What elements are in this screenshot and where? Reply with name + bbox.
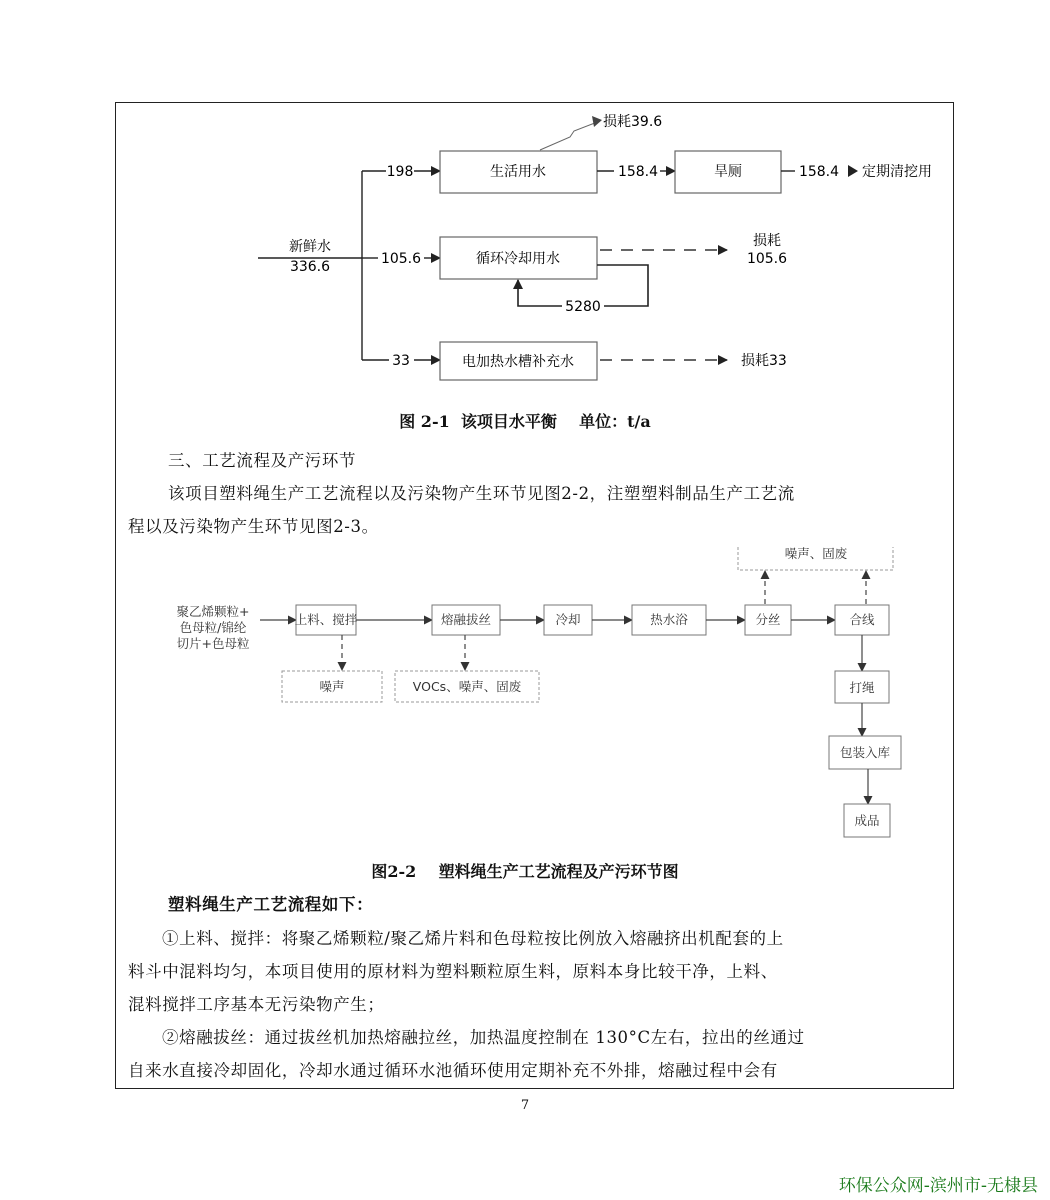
input-line-2: 色母粒/锦纶 bbox=[179, 620, 247, 635]
cooling-loss-value: 105.6 bbox=[746, 251, 788, 267]
intro-line-1: 该项目塑料绳生产工艺流程以及污染物产生环节见图2-2，注塑塑料制品生产工艺流 bbox=[168, 484, 795, 503]
branch1-value: 198 bbox=[386, 164, 414, 180]
intro-line-2: 程以及污染物产生环节见图2-3。 bbox=[128, 517, 379, 536]
step-split-label: 分丝 bbox=[755, 612, 781, 627]
domestic-loss: 损耗39.6 bbox=[603, 114, 663, 130]
step-rope-label: 打绳 bbox=[849, 680, 875, 695]
cooling-loss-label: 损耗 bbox=[753, 233, 781, 249]
domestic-water-label: 生活用水 bbox=[490, 164, 546, 180]
input-line-3: 切片+色母粒 bbox=[176, 636, 250, 651]
section-title: 三、工艺流程及产污环节 bbox=[168, 451, 357, 470]
regular-clean: 定期清挖用 bbox=[862, 164, 932, 180]
cooling-water-label: 循环冷却用水 bbox=[476, 251, 560, 267]
footer-watermark: 环保公众网-滨州市-无棣县 bbox=[838, 1176, 1038, 1196]
flow-out: 158.4 bbox=[798, 164, 840, 180]
page-number: 7 bbox=[520, 1098, 530, 1113]
branch2-value: 105.6 bbox=[380, 251, 422, 267]
flow-heading: 塑料绳生产工艺流程如下： bbox=[168, 895, 374, 914]
heater-water-label: 电加热水槽补充水 bbox=[462, 354, 574, 370]
fresh-water-value: 336.6 bbox=[289, 259, 331, 275]
fresh-water-label: 新鲜水 bbox=[289, 239, 331, 255]
branch3-value: 33 bbox=[392, 353, 410, 369]
step1-line-2: 料斗中混料均匀，本项目使用的原材料为塑料颗粒原生料，原料本身比较干净，上料、 bbox=[128, 962, 778, 981]
pollutant-noise-waste-label: 噪声、固废 bbox=[784, 546, 848, 561]
pollutant-voc-label: VOCs、噪声、固废 bbox=[412, 679, 522, 694]
figure-2-1-caption: 图 2-1 该项目水平衡 单位：t/a bbox=[399, 412, 651, 431]
step1-line-1: ①上料、搅拌：将聚乙烯颗粒/聚乙烯片料和色母粒按比例放入熔融挤出机配套的上 bbox=[162, 929, 784, 948]
step2-line-2: 自来水直接冷却固化，冷却水通过循环水池循环使用定期补充不外排，熔融过程中会有 bbox=[128, 1061, 778, 1080]
figure-2-2-caption: 图2-2 塑料绳生产工艺流程及产污环节图 bbox=[371, 862, 679, 881]
step-product-label: 成品 bbox=[854, 813, 880, 828]
step-pack-label: 包装入库 bbox=[839, 745, 891, 760]
pollutant-noise-label: 噪声 bbox=[319, 679, 345, 694]
heater-loss: 损耗33 bbox=[741, 353, 787, 369]
step-melt-draw-label: 熔融拔丝 bbox=[440, 612, 492, 627]
step1-line-3: 混料搅拌工序基本无污染物产生； bbox=[128, 995, 385, 1014]
dry-toilet-label: 旱厕 bbox=[714, 164, 742, 180]
step-combine-label: 合线 bbox=[849, 612, 875, 627]
flow-to-toilet: 158.4 bbox=[617, 164, 659, 180]
step-cool-label: 冷却 bbox=[555, 612, 581, 627]
step-feed-mix-label: 上料、搅拌 bbox=[294, 612, 358, 627]
step2-line-1: ②熔融拔丝：通过拔丝机加热熔融拉丝，加热温度控制在 130°C左右，拉出的丝通过 bbox=[162, 1028, 805, 1047]
recirc-value: 5280 bbox=[565, 299, 601, 315]
input-line-1: 聚乙烯颗粒+ bbox=[176, 604, 250, 619]
step-hot-bath-label: 热水浴 bbox=[650, 612, 688, 627]
